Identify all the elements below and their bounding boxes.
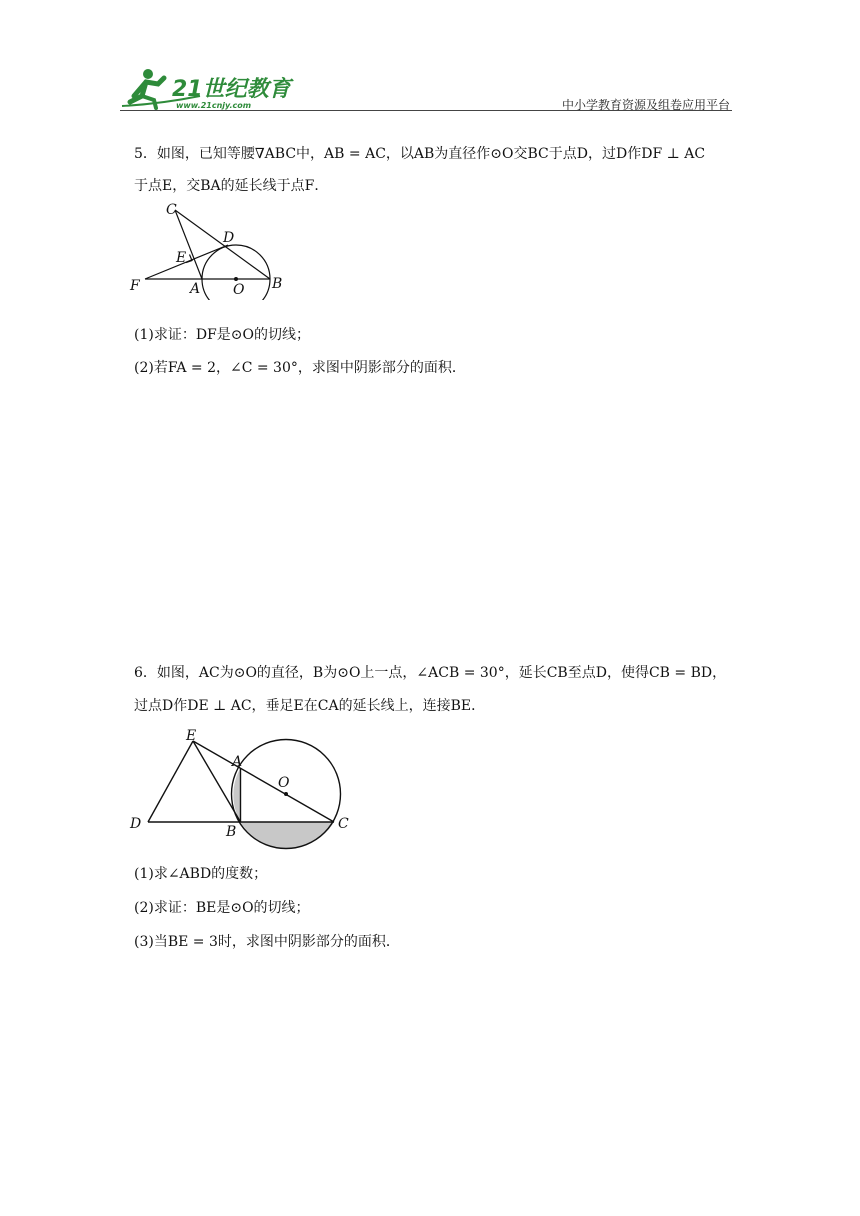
q6-label-o: O [278, 775, 290, 791]
q5-point-o [234, 277, 238, 281]
q6-label-a: A [232, 754, 243, 770]
q6-part3: (3)当BE = 3时，求图中阴影部分的面积． [134, 934, 400, 950]
q6-stem-line1: 6．如图，AC为⊙O的直径，B为⊙O上一点，∠ACB = 30°，延长CB至点D，使得CB = BD， [134, 665, 727, 681]
q6-label-e: E [186, 728, 197, 744]
q5-label-b: B [272, 276, 283, 292]
logo-url: www.21cnjy.com [176, 101, 252, 110]
header-divider [120, 110, 732, 111]
page-header [120, 66, 732, 116]
q5-figure [124, 196, 294, 300]
q5-label-o: O [233, 282, 245, 298]
q5-stem-line1: 5．如图，已知等腰∇ABC中，AB = AC，以AB为直径作⊙O交BC于点D，过D作DF ⊥ AC [134, 146, 706, 162]
q5-part2: (2)若FA = 2，∠C = 30°，求图中阴影部分的面积． [134, 360, 466, 376]
q5-label-d: D [223, 230, 235, 246]
q5-stem-line2: 于点E，交BA的延长线于点F． [134, 178, 329, 194]
q5-label-c: C [166, 202, 177, 218]
logo [120, 66, 300, 110]
q6-stem-line2: 过点D作DE ⊥ AC，垂足E在CA的延长线上，连接BE． [134, 698, 486, 714]
q6-part1: (1)求∠ABD的度数； [134, 866, 268, 882]
q6-figure [124, 722, 360, 854]
logo-text: 21世纪教育 [172, 77, 291, 102]
q6-point-o [284, 792, 288, 796]
q5-part1: (1)求证：DF是⊙O的切线； [134, 327, 310, 343]
q6-part2: (2)求证：BE是⊙O的切线； [134, 900, 310, 916]
q5-label-a: A [190, 281, 201, 297]
q6-label-d: D [130, 816, 142, 832]
q6-line-de [148, 741, 193, 822]
q6-label-b: B [226, 824, 237, 840]
q6-line-ec [193, 741, 334, 822]
header-slogan: 中小学教育资源及组卷应用平台 [561, 98, 730, 112]
q5-label-e: E [176, 250, 187, 266]
q6-shade-bc-segment [241, 822, 335, 848]
q5-label-f: F [130, 278, 140, 294]
q6-label-c: C [338, 816, 349, 832]
